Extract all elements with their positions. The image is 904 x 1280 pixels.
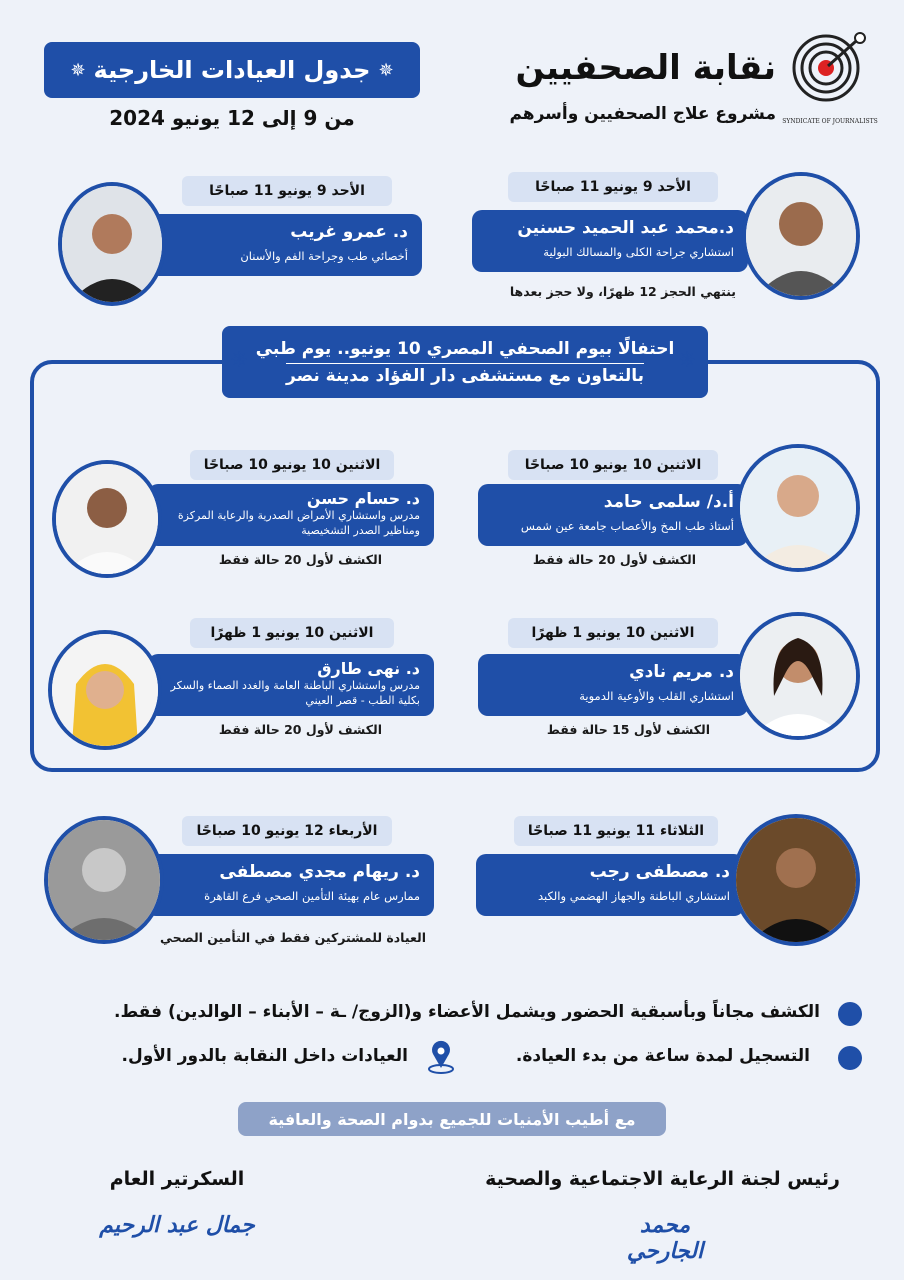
doctor-name: د.محمد عبد الحميد حسنين	[517, 218, 734, 238]
star-icon: ✵	[678, 348, 697, 373]
wishes-banner: مع أطيب الأمنيات للجميع بدوام الصحة والعافية	[238, 1102, 666, 1136]
signature-right-title: رئيس لجنة الرعاية الاجتماعية والصحية	[485, 1168, 840, 1190]
event-line-1: احتفالًا بيوم الصحفي المصري 10 يونيو.. يوم طبي	[255, 338, 675, 359]
doctor-name: د. ريهام مجدي مصطفى	[219, 862, 420, 882]
project-name: مشروع علاج الصحفيين وأسرهم	[509, 104, 776, 124]
person-avatar-icon	[52, 634, 158, 746]
person-avatar-icon	[56, 464, 158, 574]
date-tag: الأحد 9 يونيو 11 صباحًا	[508, 172, 718, 202]
doctor-specialty: استشاري القلب والأوعية الدموية	[579, 689, 734, 703]
star-icon: ✵	[70, 59, 86, 81]
doctor-card	[146, 854, 434, 916]
info-line-2b: العيادات داخل النقابة بالدور الأول.	[121, 1046, 408, 1066]
doctor-name: أ.د/ سلمى حامد	[603, 492, 734, 512]
person-avatar-icon	[740, 448, 856, 568]
date-tag: الاثنين 10 يونيو 10 صباحًا	[508, 450, 718, 480]
doctor-specialty: ممارس عام بهيئة التأمين الصحي فرع القاهرة	[204, 889, 420, 903]
bullet-dot	[838, 1046, 862, 1070]
signature-right-name: محمد الجارحي	[626, 1212, 704, 1264]
doctor-name: د. مصطفى رجب	[589, 862, 730, 882]
doctor-specialty: أخصائي طب وجراحة الفم والأسنان	[240, 249, 408, 263]
person-avatar-icon	[740, 616, 856, 736]
doctor-note: ينتهي الحجز 12 ظهرًا، ولا حجز بعدها	[509, 284, 736, 299]
doctor-card	[478, 654, 748, 716]
doctor-specialty: مدرس واستشاري الباطنة العامة والغدد الصماء والسكر بكلية الطب - قصر العيني	[170, 679, 420, 707]
doctor-specialty: أستاذ طب المخ والأعصاب جامعة عين شمس	[520, 519, 734, 533]
date-range: من 9 إلى 12 يونيو 2024	[109, 106, 355, 130]
date-tag: الثلاثاء 11 يونيو 11 صباحًا	[514, 816, 718, 846]
doctor-photo	[736, 612, 860, 740]
doctor-photo	[742, 172, 860, 300]
signature-left-title: السكرتير العام	[109, 1168, 245, 1190]
doctor-name: د. حسام حسن	[306, 489, 420, 508]
doctor-photo	[732, 814, 860, 946]
target-logo-icon	[790, 32, 870, 128]
doctor-note: الكشف لأول 15 حالة فقط	[546, 722, 710, 737]
doctor-photo	[48, 630, 162, 750]
date-tag: الاثنين 10 يونيو 1 ظهرًا	[508, 618, 718, 648]
doctor-card	[148, 484, 434, 546]
schedule-title: ✵ جدول العيادات الخارجية ✵	[44, 42, 420, 98]
doctor-card	[148, 654, 434, 716]
star-icon: ✵	[230, 348, 249, 373]
date-tag: الأربعاء 12 يونيو 10 صباحًا	[182, 816, 392, 846]
doctor-photo	[44, 816, 164, 944]
doctor-photo	[736, 444, 860, 572]
signature-left-name: جمال عبد الرحيم	[99, 1212, 255, 1238]
org-name: نقابة الصحفيين	[515, 48, 776, 88]
person-avatar-icon	[48, 820, 160, 940]
doctor-note: الكشف لأول 20 حالة فقط	[218, 552, 382, 567]
location-pin-icon	[424, 1040, 458, 1078]
doctor-photo	[52, 460, 162, 578]
date-tag: الأحد 9 يونيو 11 صباحًا	[182, 176, 392, 206]
doctor-card	[146, 214, 422, 276]
info-line-2a: التسجيل لمدة ساعة من بدء العيادة.	[515, 1046, 810, 1066]
doctor-name: د. عمرو غريب	[290, 222, 408, 242]
doctor-name: د. مريم نادي	[629, 662, 734, 682]
person-avatar-icon	[746, 176, 856, 296]
doctor-note: الكشف لأول 20 حالة فقط	[532, 552, 696, 567]
doctor-specialty: استشاري الباطنة والجهاز الهضمي والكبد	[537, 889, 730, 903]
doctor-card	[476, 854, 744, 916]
person-avatar-icon	[736, 818, 856, 942]
doctor-card	[472, 210, 748, 272]
doctor-specialty: مدرس واستشاري الأمراض الصدرية والرعاية المركزة ومناظير الصدر التشخيصية	[177, 509, 420, 537]
doctor-specialty: استشاري جراحة الكلى والمسالك البولية	[543, 245, 734, 259]
doctor-photo	[58, 182, 166, 306]
date-tag: الاثنين 10 يونيو 1 ظهرًا	[190, 618, 394, 648]
doctor-note: العيادة للمشتركين فقط في التأمين الصحي	[160, 930, 426, 945]
info-line-1: الكشف مجاناً وبأسبقية الحضور ويشمل الأعضاء و(الزوج/ ـة – الأبناء – الوالدين) فقط.	[114, 1002, 820, 1022]
event-banner	[222, 326, 708, 398]
event-line-2: بالتعاون مع مستشفى دار الفؤاد مدينة نصر	[286, 363, 644, 386]
star-icon: ✵	[378, 59, 394, 81]
doctor-card	[478, 484, 748, 546]
header-logo	[790, 32, 870, 128]
bullet-dot	[838, 1002, 862, 1026]
doctor-name: د. نهى طارق	[317, 659, 420, 678]
logo-caption: SYNDICATE OF JOURNALISTS	[782, 118, 878, 125]
person-avatar-icon	[62, 186, 162, 302]
date-tag: الاثنين 10 يونيو 10 صباحًا	[190, 450, 394, 480]
doctor-note: الكشف لأول 20 حالة فقط	[218, 722, 382, 737]
